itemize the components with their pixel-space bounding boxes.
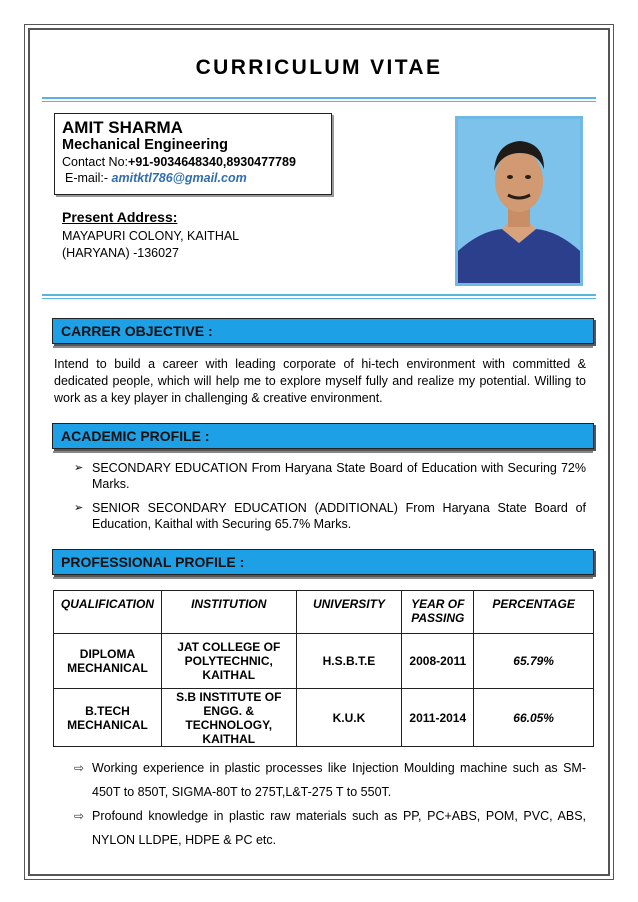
academic-item: ➢ SECONDARY EDUCATION From Haryana State Board of Education with Securing 72% Marks. <box>74 461 586 491</box>
contact-number: +91-9034648340,8930477789 <box>128 155 296 169</box>
column-header: PERCENTAGE <box>474 591 594 634</box>
address-heading: Present Address: <box>62 209 178 225</box>
profile-photo-illustration <box>458 119 580 283</box>
academic-item: ➢ SENIOR SECONDARY EDUCATION (ADDITIONAL) From Haryana State Board of Education, Kaithal with Securing 65.7% Marks. <box>74 501 586 531</box>
section-academic-profile <box>52 423 594 449</box>
section-title: CARRER OBJECTIVE : <box>61 323 213 339</box>
table-header-row <box>54 591 594 634</box>
column-header: QUALIFICATION <box>54 591 162 634</box>
document-title: CURRICULUM VITAE <box>195 56 443 79</box>
table-cell: DIPLOMA MECHANICAL <box>54 634 162 689</box>
table-cell: K.U.K <box>296 689 402 747</box>
column-header: INSTITUTION <box>161 591 296 634</box>
table-cell: B.TECH MECHANICAL <box>54 689 162 747</box>
top-rule <box>42 97 596 102</box>
header-bottom-rule <box>42 294 596 299</box>
candidate-name: AMIT SHARMA <box>62 118 183 137</box>
section-title: PROFESSIONAL PROFILE : <box>61 554 245 570</box>
address-line-2: (HARYANA) -136027 <box>62 246 179 260</box>
experience-item: ⇨ Profound knowledge in plastic raw materials such as PP, PC+ABS, POM, PVC, ABS, NYLON LLDPE, HDPE & PC etc. <box>74 804 586 852</box>
contact-line <box>62 155 296 169</box>
table-cell: 66.05% <box>474 689 594 747</box>
table-cell: JAT COLLEGE OF POLYTECHNIC, KAITHAL <box>161 634 296 689</box>
objective-text: Intend to build a career with leading corporate of hi-tech environment with committed & dedicated people, which will help me to explore myself fully and realize my potential. Willing to work as a key player in challenging & creative environment. <box>54 357 586 405</box>
arrowhead-icon: ➢ <box>74 462 84 474</box>
table-cell: 2011-2014 <box>402 689 474 747</box>
email-line <box>65 171 247 185</box>
experience-item: ⇨ Working experience in plastic processes like Injection Moulding machine such as SM-450T to 850T, SIGMA-80T to 275T,L&T-275 T to 550T. <box>74 756 586 804</box>
table-row <box>54 689 594 747</box>
table-cell: 65.79% <box>474 634 594 689</box>
hollow-arrow-icon: ⇨ <box>74 809 85 823</box>
table-cell: 2008-2011 <box>402 634 474 689</box>
table-cell: S.B INSTITUTE OF ENGG. & TECHNOLOGY, KAITHAL <box>161 689 296 747</box>
email-label: E-mail:- <box>65 171 112 185</box>
table-row <box>54 634 594 689</box>
column-header: YEAR OF PASSING <box>402 591 474 634</box>
address-line-1: MAYAPURI COLONY, KAITHAL <box>62 229 240 243</box>
table-cell: H.S.B.T.E <box>296 634 402 689</box>
section-carrer-objective <box>52 318 594 344</box>
hollow-arrow-icon: ⇨ <box>74 761 85 775</box>
email-address[interactable]: amitktl786@gmail.com <box>111 171 247 185</box>
profile-photo <box>455 116 583 286</box>
qualification-table <box>53 590 594 747</box>
candidate-department: Mechanical Engineering <box>62 137 228 153</box>
section-title: ACADEMIC PROFILE : <box>61 428 210 444</box>
column-header: UNIVERSITY <box>296 591 402 634</box>
contact-label: Contact No: <box>62 155 129 169</box>
section-professional-profile <box>52 549 594 575</box>
arrowhead-icon: ➢ <box>74 502 84 514</box>
